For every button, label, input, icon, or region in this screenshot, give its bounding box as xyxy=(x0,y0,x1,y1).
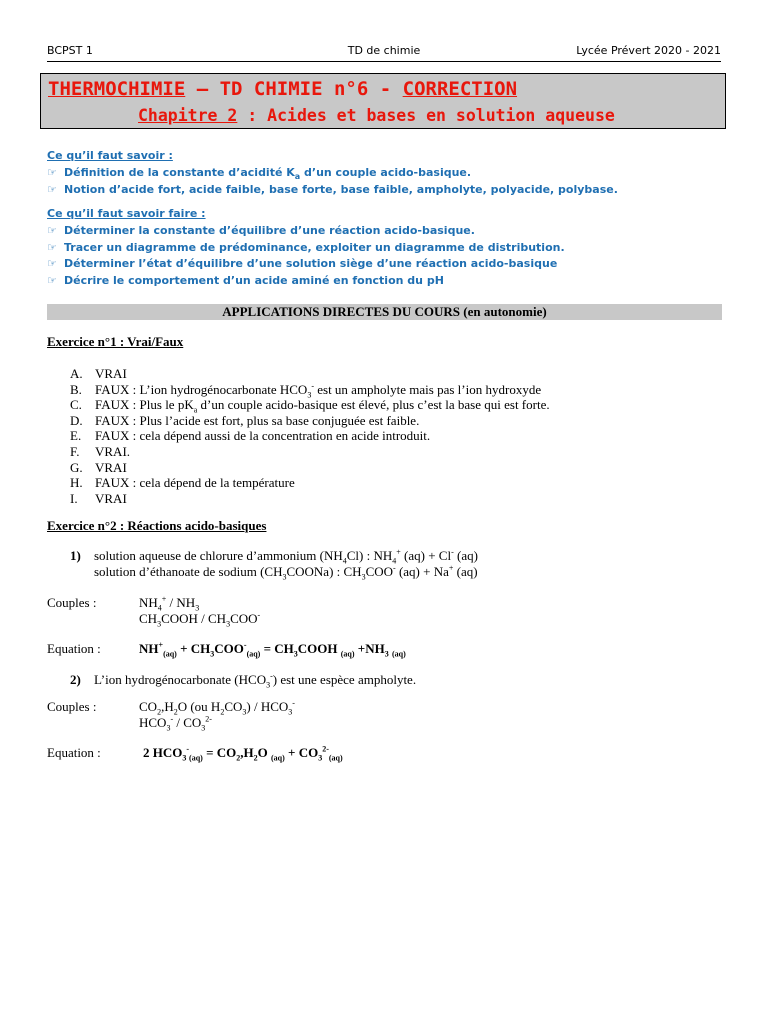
title-box xyxy=(40,73,726,129)
answer-item: G. VRAI xyxy=(70,459,127,475)
savoir-faire-title: Ce qu’il faut savoir faire : xyxy=(47,207,206,220)
couple-3: $CO_2,H_2O$ (ou $H_2CO_3) / HCO_3^-$ xyxy=(139,698,295,717)
answer-item: F. VRAI. xyxy=(70,443,131,459)
header-school: Lycée Prévert 2020 - 2021 xyxy=(576,44,721,57)
answer-item: I. VRAI xyxy=(70,490,127,506)
pointing-hand-icon: ☞ xyxy=(47,182,57,196)
couples-label-2: Couples : xyxy=(47,699,97,714)
pointing-hand-icon: ☞ xyxy=(47,166,57,179)
applications-banner: APPLICATIONS DIRECTES DU COURS (en autonomie) xyxy=(47,304,722,320)
exercise-2-title: Exercice n°2 : Réactions acido-basiques xyxy=(47,518,267,533)
savoir-faire-item: ☞ Décrire le comportement d’un acide aminé en fonction du pH xyxy=(47,273,444,287)
equation-2: 2 $HCO_3^-_{(aq)} = CO_2,H_2O$ $_{(aq)} + CO_3^{2-}_{(aq)}$ xyxy=(143,744,343,763)
equation-label: Equation : xyxy=(47,641,101,656)
answer-item: H. FAUX : cela dépend de la température xyxy=(70,475,295,491)
equation-label-2: Equation : xyxy=(47,745,101,760)
savoir-faire-item: ☞ Déterminer l’état d’équilibre d’une solution siège d’une réaction acido-basique xyxy=(47,257,558,270)
equation-1: $NH^+_{(aq)} + CH_3COO^-_{(aq)}$ = $CH_3COOH$ $_{(aq)} +NH_3$ $_{(aq)}$ xyxy=(139,640,406,659)
running-header xyxy=(47,44,721,60)
question-1-line-1: solution aqueuse de chlorure d’ammonium $(NH_4Cl)$ : $NH_4^+$ (aq) + Cl- (aq) xyxy=(94,547,478,566)
header-class: BCPST 1 xyxy=(47,44,93,57)
couple-2: $CH_3COOH / CH_3COO^-$ xyxy=(139,610,261,629)
question-2-text: L’ion hydrogénocarbonate $(HCO_3^-)$ est une espèce ampholyte. xyxy=(94,671,417,690)
pointing-hand-icon: ☞ xyxy=(47,224,57,237)
savoir-item: ☞ Définition de la constante d’acidité $K_a$ d’un couple acido-basique. xyxy=(47,166,472,182)
pointing-hand-icon: ☞ xyxy=(47,257,57,270)
question-1-line-2: solution d’éthanoate de sodium $(CH_3COONa)$ : $CH_3COO^-$ (aq) + Na+ (aq) xyxy=(94,563,478,582)
header-subject: TD de chimie xyxy=(347,44,421,57)
savoir-faire-item: ☞ Déterminer la constante d’équilibre d’une réaction acido-basique. xyxy=(47,224,475,237)
exercise-1-title: Exercice n°1 : Vrai/Faux xyxy=(47,334,184,349)
savoir-faire-section xyxy=(47,207,565,290)
answer-item: A. VRAI xyxy=(70,366,127,381)
savoir-title: Ce qu’il faut savoir : xyxy=(47,149,173,162)
answer-item: D. FAUX : Plus l’acide est fort, plus sa base conjuguée est faible. xyxy=(70,412,420,428)
question-1-number: 1) xyxy=(70,548,81,563)
header-divider xyxy=(47,61,721,62)
question-2-number: 2) xyxy=(70,672,81,687)
savoir-section xyxy=(47,149,618,199)
exercise-1-answers xyxy=(70,366,550,506)
savoir-item: ☞ Notion d’acide fort, acide faible, base forte, base faible, ampholyte, polyacide, polybase. xyxy=(47,182,618,196)
savoir-faire-item: ☞ Tracer un diagramme de prédominance, exploiter un diagramme de distribution. xyxy=(47,240,565,254)
answer-item: E. FAUX : cela dépend aussi de la concentration en acide introduit. xyxy=(70,428,431,444)
couple-1: $NH_4^+ / NH_3$ xyxy=(139,594,200,613)
title-line-2: Chapitre 2 : Acides et bases en solution aqueuse xyxy=(138,106,615,125)
answer-item: B. FAUX : L’ion hydrogénocarbonate $HCO_3^-$ est un ampholyte mais pas l’ion hydroxyde xyxy=(70,381,542,400)
pointing-hand-icon: ☞ xyxy=(47,273,57,287)
couple-4: $HCO_3^- / CO_3^{2-}$ xyxy=(139,714,212,733)
couples-label: Couples : xyxy=(47,595,97,610)
pointing-hand-icon: ☞ xyxy=(47,240,57,254)
answer-item: C. FAUX : Plus le $pK_a$ d’un couple acido-basique est élevé, plus c’est la base qui est forte. xyxy=(70,397,550,415)
title-line-1: THERMOCHIMIE – TD CHIMIE n°6 - CORRECTION xyxy=(48,78,518,100)
